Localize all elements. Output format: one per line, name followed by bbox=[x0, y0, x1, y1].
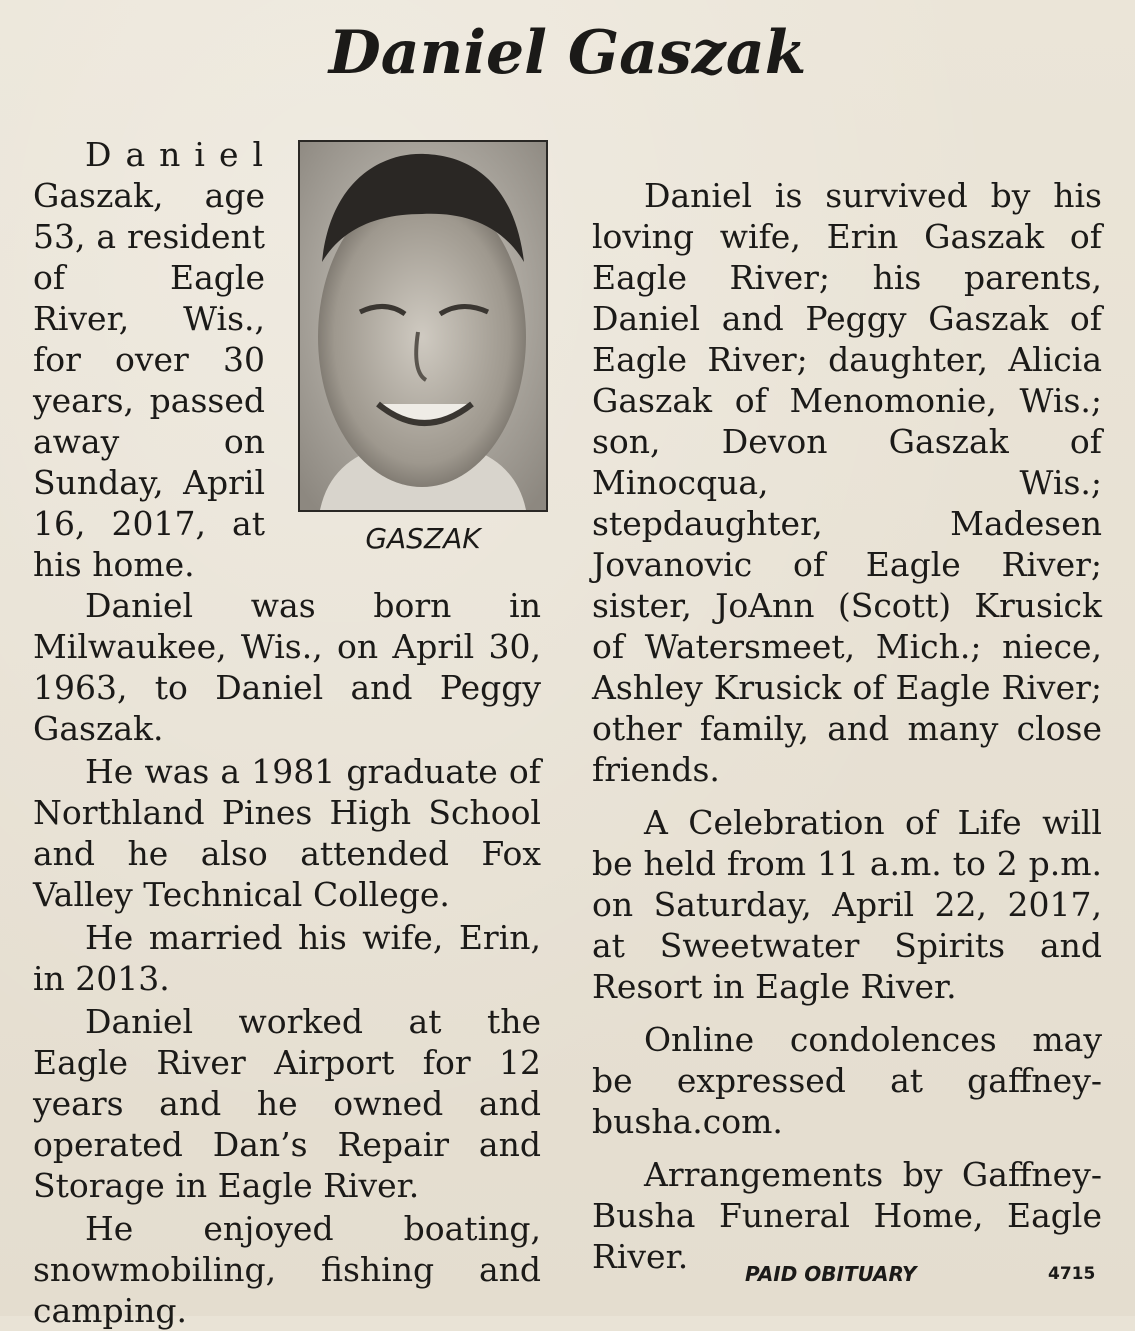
paragraph-career: Daniel worked at the Eagle River Airport for 12 years and he owned and operated Dan’s Repair and Storage in Eagle River. bbox=[33, 1002, 541, 1205]
paragraph-marriage: He married his wife, Erin, in 2013. bbox=[33, 918, 541, 998]
photo-caption: GASZAK bbox=[365, 522, 481, 555]
intro-text: Gaszak, age 53, a resident of Eagle River, Wis., for over 30 years, passed away on Sunday, April 16, 2017, at his home. bbox=[33, 176, 265, 584]
paid-obituary-label: PAID OBITUARY bbox=[745, 1262, 917, 1286]
paragraph-education: He was a 1981 graduate of Northland Pines High School and he also attended Fox Valley Technical College. bbox=[33, 752, 541, 914]
paragraph-celebration: A Celebration of Life will be held from 11 a.m. to 2 p.m. on Saturday, April 22, 2017, at Sweetwater Spirits and Resort in Eagle River. bbox=[592, 803, 1102, 1006]
portrait-photo-icon bbox=[300, 142, 546, 510]
left-column-bottom bbox=[33, 585, 541, 1331]
paragraph-birth: Daniel was born in Milwaukee, Wis., on April 30, 1963, to Daniel and Peggy Gaszak. bbox=[33, 586, 541, 748]
paragraph-arrangements: Arrangements by Gaffney-Busha Funeral Home, Eagle River. bbox=[592, 1155, 1102, 1276]
paragraph-hobbies: He enjoyed boating, snowmobiling, fishing and camping. bbox=[33, 1209, 541, 1330]
portrait-photo bbox=[298, 140, 548, 512]
ad-number: 4715 bbox=[1048, 1264, 1096, 1284]
right-column bbox=[592, 134, 1102, 1277]
paragraph-condolences: Online condolences may be expressed at gaffney-busha.com. bbox=[592, 1020, 1102, 1141]
left-column-top bbox=[33, 134, 278, 585]
paragraph-intro bbox=[33, 134, 278, 585]
paragraph-survivors: Daniel is survived by his loving wife, Erin Gaszak of Eagle River; his parents, Daniel and Peggy Gaszak of Eagle River; daughter, Alicia Gaszak of Menomonie, Wis.; son, Devon Gaszak of Minocqua, Wis.; stepdaughter, Madesen Jovanovic of Eagle River; sister, JoAnn (Scott) Krusick of Watersmeet, Mich.; niece, Ashley Krusick of Eagle River; other family, and many close friends. bbox=[592, 176, 1102, 789]
first-name: Daniel bbox=[85, 135, 278, 174]
obituary-title: Daniel Gaszak bbox=[328, 18, 807, 88]
